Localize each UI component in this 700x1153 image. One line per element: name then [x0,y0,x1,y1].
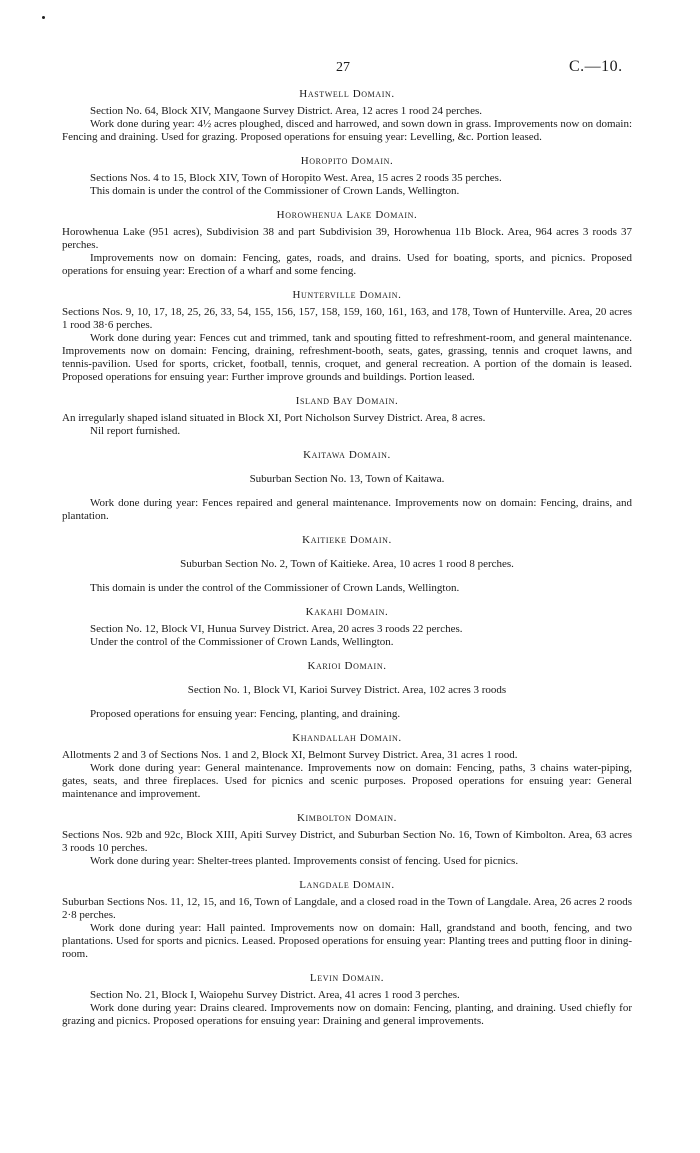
domain-section [62,395,632,438]
document-reference: C.—10. [569,58,623,75]
section-paragraph: Section No. 21, Block I, Waiopehu Survey District. Area, 41 acres 1 rood 3 perches. [90,989,460,1001]
section-paragraph: Under the control of the Commissioner of Crown Lands, Wellington. [90,636,394,648]
section-paragraph: Work done during year: 4½ acres ploughed, disced and harrowed, and sown down in grass. Improvements now on domain: Fencing and draining. Used for grazing. Proposed operations for ensuing year: Levelling, &c. Portion leased. [62,118,632,143]
section-heading: Horowhenua Lake Domain. [276,209,418,221]
domain-section [62,972,632,1028]
section-heading: Langdale Domain. [299,879,395,891]
section-heading: Kaitawa Domain. [303,449,391,461]
section-heading: Karioi Domain. [307,660,387,672]
domain-section [62,606,632,649]
section-paragraph: Sections Nos. 92b and 92c, Block XIII, Apiti Survey District, and Suburban Section No. 16, Town of Kimbolton. Area, 63 acres 3 roods 10 perches. [62,829,632,854]
section-paragraph: This domain is under the control of the Commissioner of Crown Lands, Wellington. [90,185,460,197]
domain-section [62,534,632,595]
section-paragraph: Work done during year: Hall painted. Improvements now on domain: Hall, grandstand and booth, fencing, and two plantations. Used for sports and picnics. Leased. Proposed operations for ensuing year: Planting trees and putting floor in dining-room. [62,922,632,960]
section-paragraph: Work done during year: Drains cleared. Improvements now on domain: Fencing, planting, and draining. Used chiefly for grazing and picnics. Proposed operations for ensuing year: Draining and general improvements. [62,1002,632,1027]
section-heading: Khandallah Domain. [292,732,402,744]
document-body [62,88,632,1028]
section-paragraph: Allotments 2 and 3 of Sections Nos. 1 and 2, Block XI, Belmont Survey District. Area, 31 acres 1 rood. [62,749,518,761]
section-paragraph: Suburban Sections Nos. 11, 12, 15, and 16, Town of Langdale, and a closed road in the Town of Langdale. Area, 26 acres 2 roods 2·8 perches. [62,896,632,921]
section-paragraph: Section No. 64, Block XIV, Mangaone Survey District. Area, 12 acres 1 rood 24 perches. [90,105,483,117]
section-heading: Levin Domain. [309,972,385,984]
domain-section [62,660,632,721]
section-paragraph: Proposed operations for ensuing year: Fencing, planting, and draining. [90,708,401,720]
section-heading: Hunterville Domain. [292,289,402,301]
section-paragraph: Improvements now on domain: Fencing, gates, roads, and drains. Used for boating, sports, and picnics. Proposed operations for ensuing year: Erection of a wharf and some fencing. [62,252,632,277]
domain-section [62,812,632,868]
domain-section [62,155,632,198]
section-paragraph: Section No. 1, Block VI, Karioi Survey District. Area, 102 acres 3 roods [187,684,507,696]
section-paragraph: Horowhenua Lake (951 acres), Subdivision 38 and part Subdivision 39, Horowhenua 11b Block. Area, 964 acres 3 roods 37 perches. [62,226,632,251]
section-heading: Kimbolton Domain. [296,812,398,824]
section-paragraph: Suburban Section No. 2, Town of Kaitieke. Area, 10 acres 1 rood 8 perches. [180,558,514,570]
section-heading: Kaitieke Domain. [302,534,392,546]
section-heading: Hastwell Domain. [299,88,395,100]
section-paragraph: Nil report furnished. [90,425,181,437]
section-paragraph: Work done during year: General maintenance. Improvements now on domain: Fencing, paths, 3 chains water-piping, gates, seats, and three fireplaces. Used for picnics and scenic purposes. Proposed operations for ensuing year: General maintenance and improvement. [62,762,632,800]
section-heading: Kakahi Domain. [305,606,389,618]
domain-section [62,732,632,801]
section-paragraph: Sections Nos. 4 to 15, Block XIV, Town of Horopito West. Area, 15 acres 2 roods 35 perches. [90,172,502,184]
section-paragraph: This domain is under the control of the Commissioner of Crown Lands, Wellington. [90,582,460,594]
section-paragraph: Work done during year: Fences cut and trimmed, tank and spouting fitted to refreshment-room, and general maintenance. Improvements now on domain: Fencing, draining, refreshment-booth, seats, gates, grassing, tennis and croquet lawns, and tennis-pavilion. Used for sports, cricket, football, tennis, croquet, and general recreation. A portion of the domain is leased. Proposed operations for ensuing year: Further improve grounds and buildings. Portion leased. [62,332,632,383]
section-heading: Horopito Domain. [300,155,394,167]
section-paragraph: Work done during year: Fences repaired and general maintenance. Improvements now on domain: Fencing, drains, and plantation. [62,497,632,522]
page-number: 27 [336,60,350,75]
section-heading: Island Bay Domain. [295,395,399,407]
section-paragraph: Section No. 12, Block VI, Hunua Survey District. Area, 20 acres 3 roods 22 perches. [90,623,463,635]
margin-dot [42,16,45,19]
section-paragraph: Suburban Section No. 13, Town of Kaitawa. [249,473,445,485]
domain-section [62,879,632,961]
section-paragraph: An irregularly shaped island situated in Block XI, Port Nicholson Survey District. Area, 8 acres. [62,412,486,424]
section-paragraph: Work done during year: Shelter-trees planted. Improvements consist of fencing. Used for picnics. [90,855,519,867]
domain-section [62,289,632,384]
section-paragraph: Sections Nos. 9, 10, 17, 18, 25, 26, 33, 54, 155, 156, 157, 158, 159, 160, 161, 163, and 178, Town of Hunterville. Area, 20 acres 1 rood 38·6 perches. [62,306,632,331]
domain-section [62,209,632,278]
domain-section [62,88,632,144]
domain-section [62,449,632,523]
